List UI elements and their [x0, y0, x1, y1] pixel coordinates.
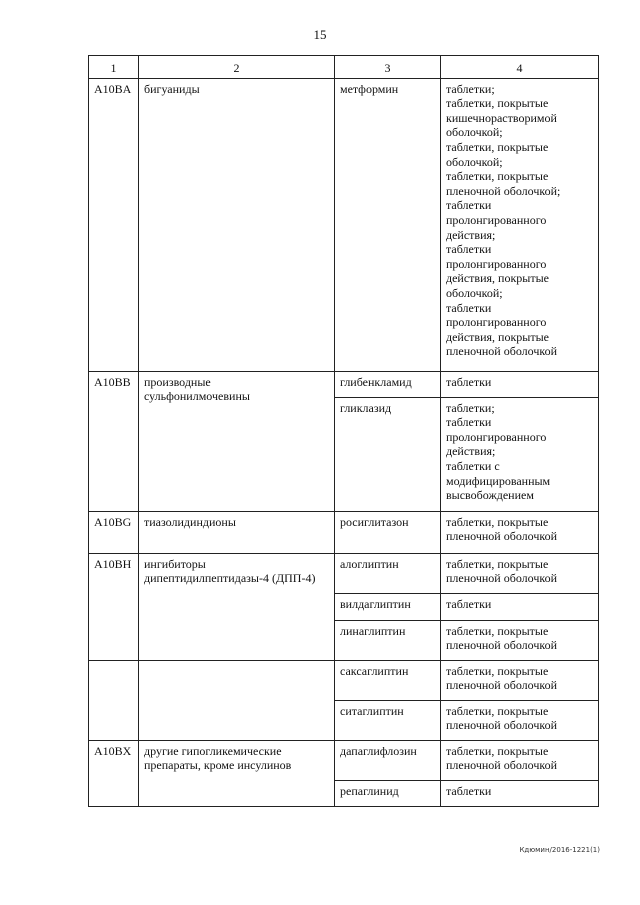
substance-cell: саксаглиптин — [335, 660, 441, 700]
substance-cell: алоглиптин — [335, 553, 441, 593]
column-header: 3 — [335, 56, 441, 79]
group-cell: тиазолидиндионы — [139, 511, 335, 553]
substance-cell: гликлазид — [335, 397, 441, 511]
substance-cell: репаглинид — [335, 780, 441, 806]
group-cell — [139, 660, 335, 740]
dosage-form-cell: таблетки; таблетки, покрытые кишечнорастворимой оболочкой; таблетки, покрытые оболочкой; таблетки, покрытые пленочной оболочкой; таблетки пролонгированного действия; таблетки пролонгированного действия, покрытые оболочкой; таблетки пролонгированного действия, покрытые пленочной оболочкой — [441, 78, 599, 371]
dosage-form-cell: таблетки, покрытые пленочной оболочкой — [441, 660, 599, 700]
substance-cell: вилдаглиптин — [335, 593, 441, 620]
column-header: 4 — [441, 56, 599, 79]
document-footer-code: Кдюмин/2016-1221(1) — [519, 846, 600, 854]
atc-code-cell: A10BB — [89, 371, 139, 511]
substance-cell: ситаглиптин — [335, 700, 441, 740]
atc-code-cell: A10BG — [89, 511, 139, 553]
dosage-form-cell: таблетки — [441, 593, 599, 620]
atc-code-cell — [89, 660, 139, 740]
dosage-form-cell: таблетки, покрытые пленочной оболочкой — [441, 740, 599, 780]
table-row — [89, 740, 599, 780]
table-row — [89, 78, 599, 371]
drug-table — [88, 55, 599, 807]
dosage-form-cell: таблетки; таблетки пролонгированного действия; таблетки с модифицированным высвобождением — [441, 397, 599, 511]
table-header-row — [89, 56, 599, 79]
group-cell: ингибиторы дипептидилпептидазы-4 (ДПП-4) — [139, 553, 335, 660]
table-row — [89, 511, 599, 553]
column-header: 1 — [89, 56, 139, 79]
substance-cell: глибенкламид — [335, 371, 441, 397]
substance-cell: метформин — [335, 78, 441, 371]
substance-cell: росиглитазон — [335, 511, 441, 553]
dosage-form-cell: таблетки, покрытые пленочной оболочкой — [441, 511, 599, 553]
table-row — [89, 660, 599, 700]
dosage-form-cell: таблетки, покрытые пленочной оболочкой — [441, 620, 599, 660]
group-cell: другие гипогликемические препараты, кроме инсулинов — [139, 740, 335, 806]
column-header: 2 — [139, 56, 335, 79]
group-cell: производные сульфонилмочевины — [139, 371, 335, 511]
page-number: 15 — [313, 27, 327, 42]
dosage-form-cell: таблетки — [441, 371, 599, 397]
table-row — [89, 371, 599, 397]
group-cell: бигуаниды — [139, 78, 335, 371]
dosage-form-cell: таблетки — [441, 780, 599, 806]
atc-code-cell: A10BH — [89, 553, 139, 660]
substance-cell: линаглиптин — [335, 620, 441, 660]
table-row — [89, 553, 599, 593]
dosage-form-cell: таблетки, покрытые пленочной оболочкой — [441, 553, 599, 593]
atc-code-cell: A10BX — [89, 740, 139, 806]
substance-cell: дапаглифлозин — [335, 740, 441, 780]
dosage-form-cell: таблетки, покрытые пленочной оболочкой — [441, 700, 599, 740]
atc-code-cell: A10BA — [89, 78, 139, 371]
